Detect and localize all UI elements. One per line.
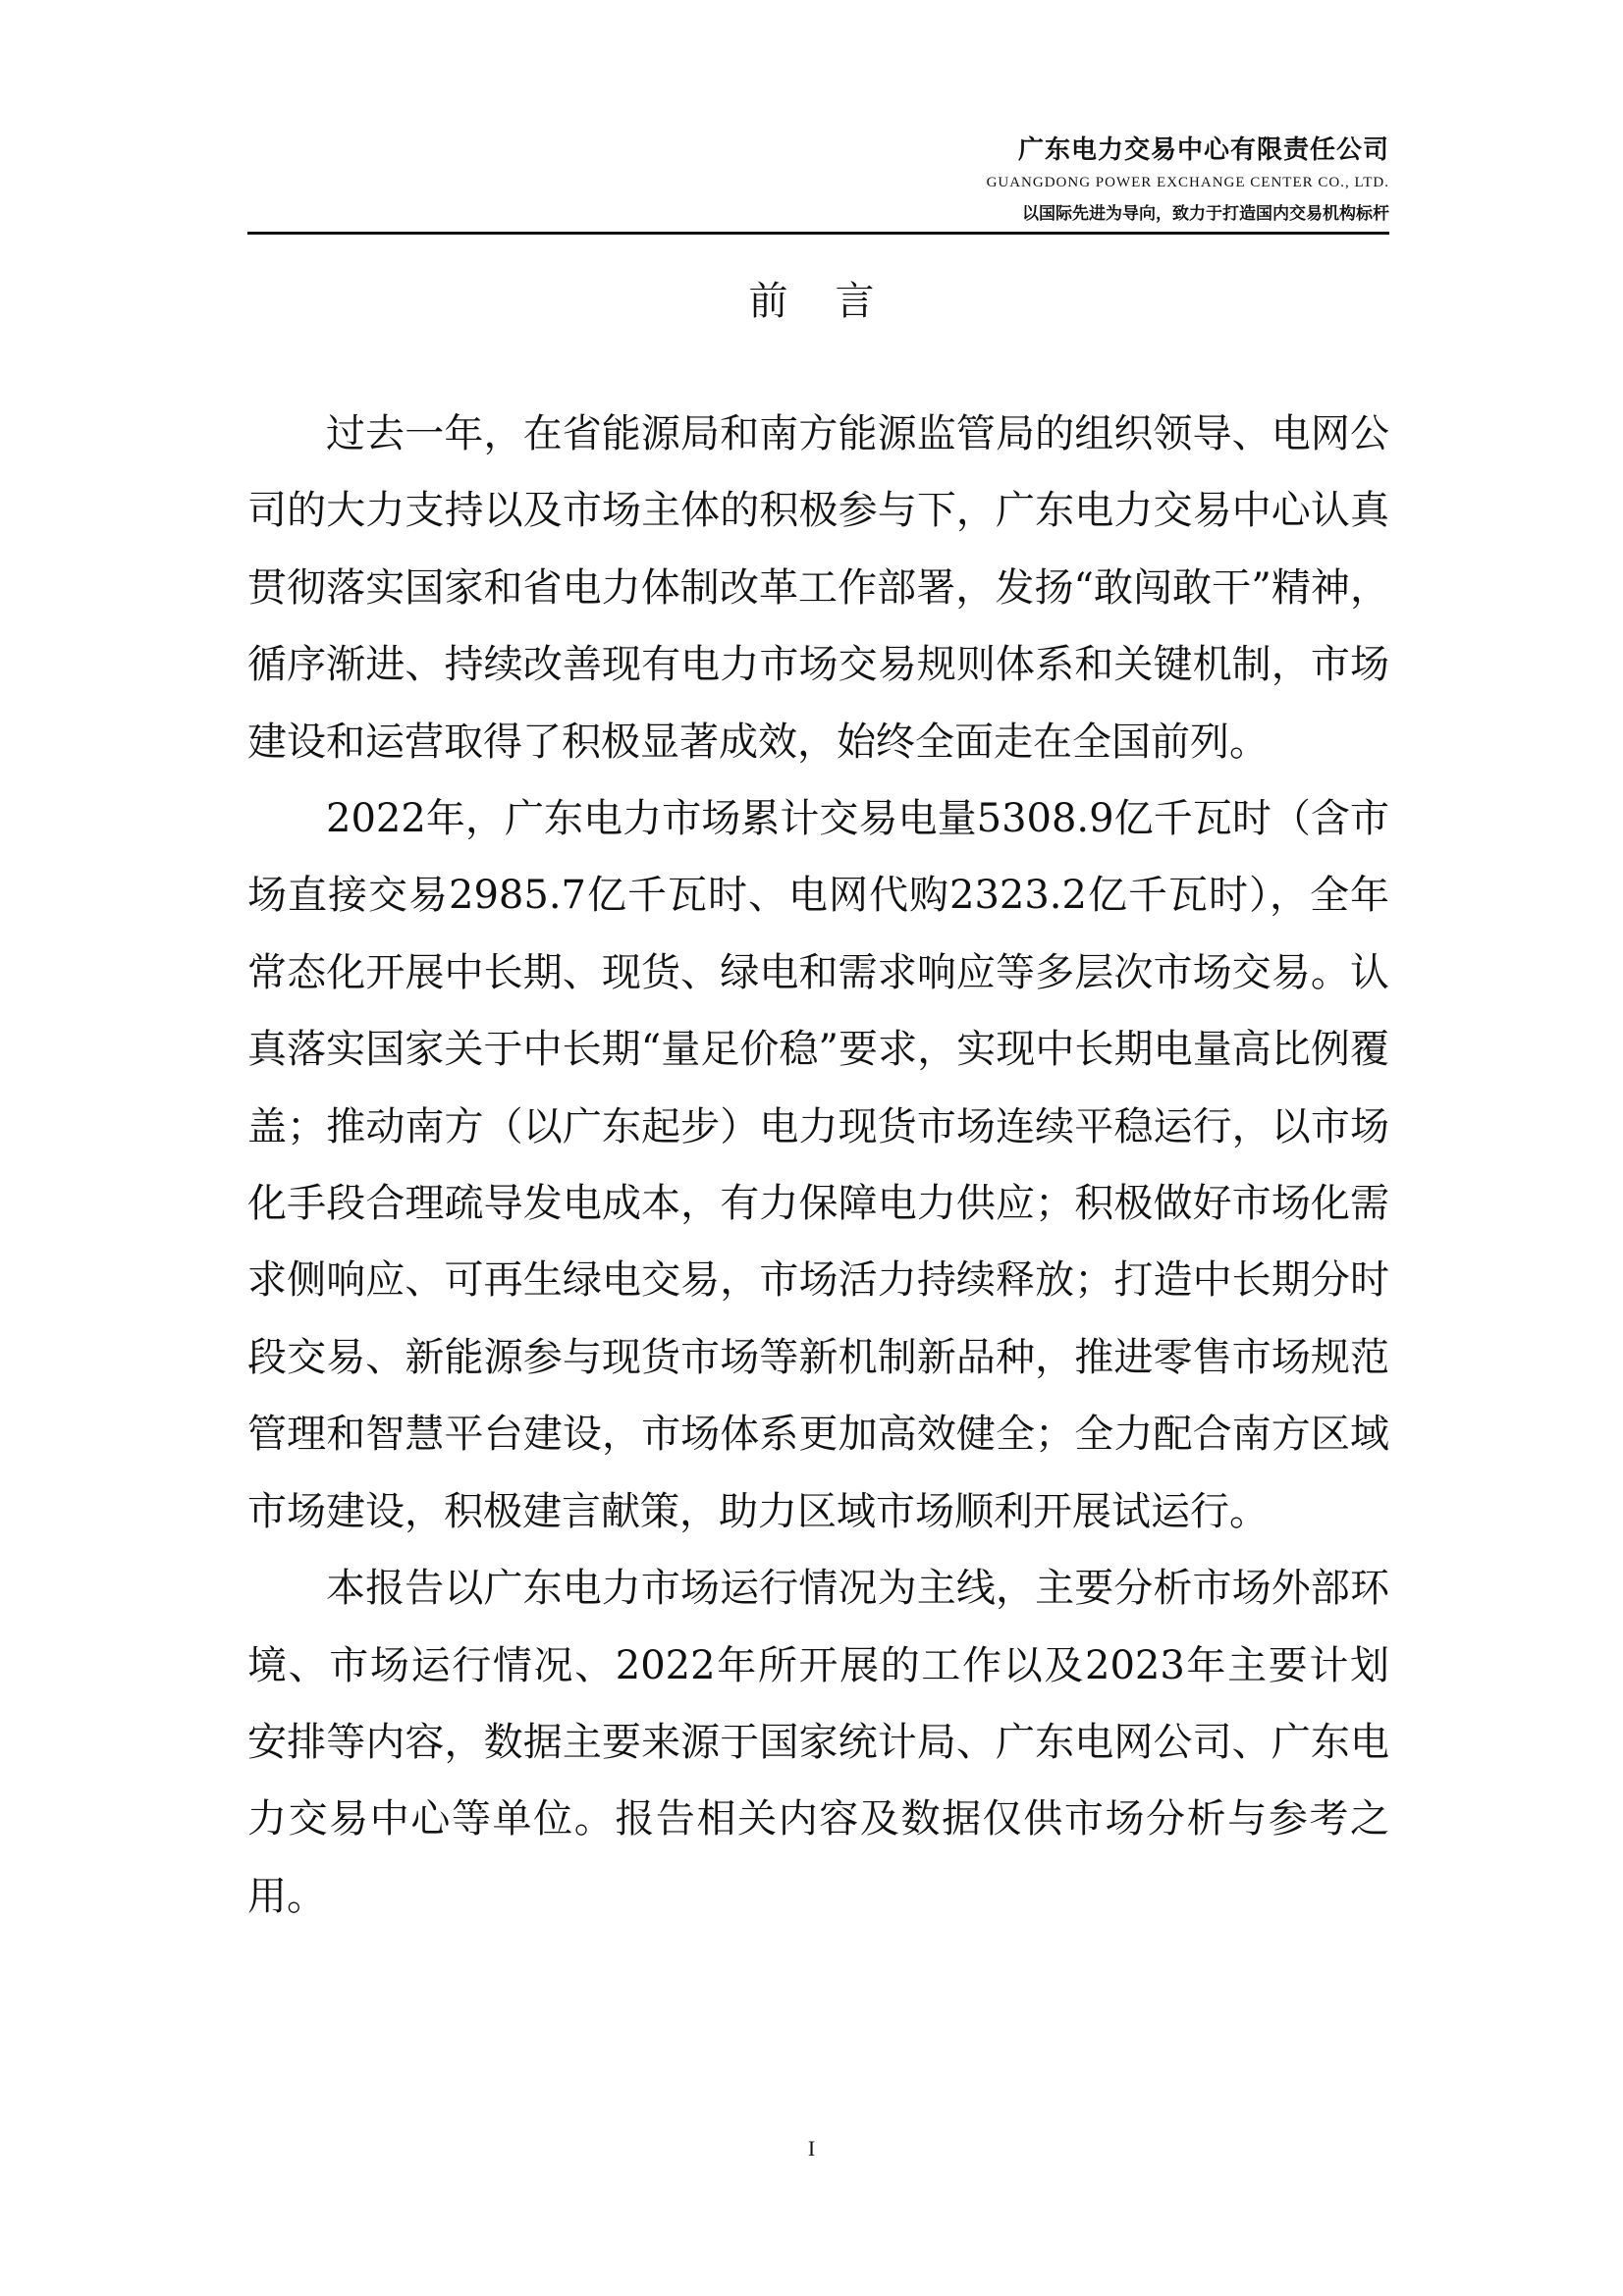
company-name: 广东电力交易中心有限责任公司 bbox=[1017, 135, 1389, 165]
paragraph-1: 过去一年，在省能源局和南方能源监管局的组织领导、电网公司的大力支持以及市场主体的积极参与下，广东电力交易中心认真贯彻落实国家和省电力体制改革工作部署，发扬“敢闯敢干”精神，循序渐进、持续改善现有电力市场交易规则体系和关键机制，市场建设和运营取得了积极显著成效，始终全面走在全国前列。 bbox=[247, 411, 1389, 765]
company-slogan: 以国际先进为导向，致力于打造国内交易机构标杆 bbox=[1022, 204, 1389, 224]
paragraph-2: 2022年，广东电力市场累计交易电量5308.9亿千瓦时（含市场直接交易2985.7亿千瓦时、电网代购2323.2亿千瓦时），全年常态化开展中长期、现货、绿电和需求响应等多层次市场交易。认真落实国家关于中长期“量足价稳”要求，实现中长期电量高比例覆盖；推动南方（以广东起步）电力现货市场连续平稳运行，以市场化手段合理疏导发电成本，有力保障电力供应；积极做好市场化需求侧响应、可再生绿电交易，市场活力持续释放；打造中长期分时段交易、新能源参与现货市场等新机制新品种，推进零售市场规范管理和智慧平台建设，市场体系更加高效健全；全力配合南方区域市场建设，积极建言献策，助力区域市场顺利开展试运行。 bbox=[247, 796, 1389, 1534]
page-header bbox=[247, 118, 1389, 234]
header-divider bbox=[247, 232, 1389, 235]
preface-body bbox=[247, 396, 1389, 1935]
paragraph-3: 本报告以广东电力市场运行情况为主线，主要分析市场外部环境、市场运行情况、2022年所开展的工作以及2023年主要计划安排等内容，数据主要来源于国家统计局、广东电网公司、广东电力交易中心等单位。报告相关内容及数据仅供市场分析与参考之用。 bbox=[247, 1566, 1389, 1919]
page-number: I bbox=[807, 2136, 816, 2161]
company-name-english: GUANGDONG POWER EXCHANGE CENTER CO., LTD. bbox=[986, 175, 1389, 190]
page-title: 前言 bbox=[748, 279, 922, 324]
